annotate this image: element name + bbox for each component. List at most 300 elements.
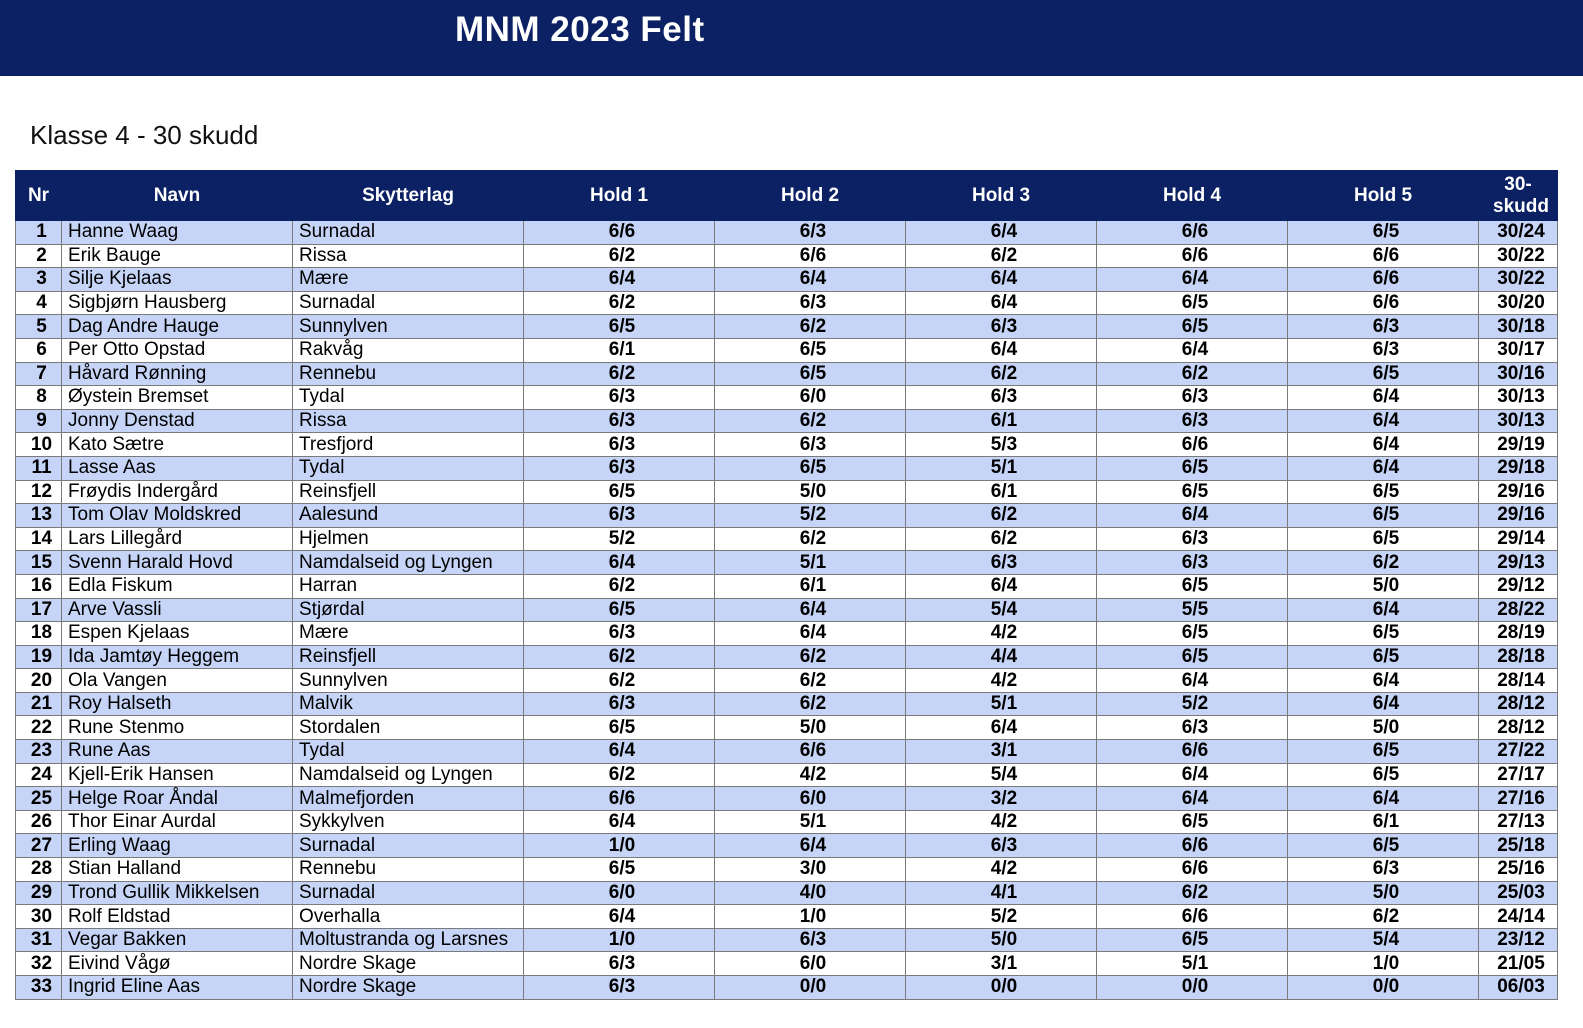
cell-total: 30/13 [1479,409,1558,433]
cell-total: 30/13 [1479,386,1558,410]
table-row [16,976,1558,1000]
cell-nr: 1 [16,221,62,245]
cell-navn: Edla Fiskum [62,574,293,598]
cell-nr: 4 [16,291,62,315]
cell-hold-5: 6/5 [1288,622,1479,646]
cell-hold-1: 6/3 [524,386,715,410]
table-row [16,645,1558,669]
cell-total: 27/16 [1479,787,1558,811]
cell-hold-5: 5/0 [1288,881,1479,905]
cell-navn: Lasse Aas [62,456,293,480]
cell-hold-5: 6/5 [1288,740,1479,764]
cell-hold-3: 3/1 [906,740,1097,764]
cell-hold-1: 6/5 [524,315,715,339]
cell-nr: 12 [16,480,62,504]
cell-total: 21/05 [1479,952,1558,976]
cell-hold-3: 4/2 [906,622,1097,646]
cell-hold-4: 6/6 [1097,433,1288,457]
cell-nr: 10 [16,433,62,457]
cell-hold-3: 4/2 [906,810,1097,834]
cell-hold-4: 6/5 [1097,480,1288,504]
cell-hold-4: 5/1 [1097,952,1288,976]
cell-total: 30/20 [1479,291,1558,315]
cell-hold-4: 6/5 [1097,456,1288,480]
column-header-hold-1: Hold 1 [524,171,715,221]
cell-hold-2: 6/2 [715,669,906,693]
cell-hold-3: 6/4 [906,221,1097,245]
cell-navn: Trond Gullik Mikkelsen [62,881,293,905]
cell-hold-3: 5/3 [906,433,1097,457]
cell-hold-2: 0/0 [715,976,906,1000]
cell-total: 29/12 [1479,574,1558,598]
cell-hold-4: 6/4 [1097,504,1288,528]
cell-hold-5: 6/6 [1288,244,1479,268]
cell-navn: Svenn Harald Hovd [62,551,293,575]
cell-hold-3: 5/4 [906,598,1097,622]
table-row [16,952,1558,976]
cell-hold-1: 1/0 [524,834,715,858]
cell-hold-5: 6/3 [1288,315,1479,339]
cell-hold-4: 6/5 [1097,291,1288,315]
cell-hold-1: 6/2 [524,244,715,268]
cell-navn: Dag Andre Hauge [62,315,293,339]
page-title: MNM 2023 Felt [455,10,705,49]
table-row [16,221,1558,245]
cell-hold-3: 5/0 [906,928,1097,952]
cell-hold-2: 6/3 [715,291,906,315]
cell-hold-5: 6/6 [1288,291,1479,315]
cell-hold-3: 5/2 [906,905,1097,929]
cell-nr: 21 [16,692,62,716]
cell-total: 30/24 [1479,221,1558,245]
column-header-hold-5: Hold 5 [1288,171,1479,221]
class-heading: Klasse 4 - 30 skudd [30,120,259,150]
cell-skytterlag: Mære [293,268,524,292]
table-row [16,551,1558,575]
table-row [16,480,1558,504]
table-row [16,291,1558,315]
cell-hold-5: 6/5 [1288,527,1479,551]
table-row [16,386,1558,410]
cell-hold-2: 6/2 [715,527,906,551]
cell-hold-1: 6/2 [524,362,715,386]
cell-navn: Frøydis Indergård [62,480,293,504]
cell-hold-3: 0/0 [906,976,1097,1000]
column-header-skytterlag: Skytterlag [293,171,524,221]
cell-hold-2: 6/5 [715,456,906,480]
table-row [16,315,1558,339]
cell-hold-4: 6/5 [1097,810,1288,834]
cell-hold-2: 5/1 [715,551,906,575]
cell-nr: 25 [16,787,62,811]
cell-total: 29/19 [1479,433,1558,457]
cell-nr: 23 [16,740,62,764]
cell-skytterlag: Tydal [293,386,524,410]
cell-hold-4: 6/6 [1097,905,1288,929]
cell-hold-2: 1/0 [715,905,906,929]
cell-hold-3: 6/2 [906,244,1097,268]
cell-skytterlag: Namdalseid og Lyngen [293,551,524,575]
cell-nr: 31 [16,928,62,952]
cell-navn: Per Otto Opstad [62,338,293,362]
cell-hold-1: 6/5 [524,598,715,622]
cell-nr: 33 [16,976,62,1000]
table-row [16,858,1558,882]
cell-skytterlag: Reinsfjell [293,645,524,669]
cell-skytterlag: Stjørdal [293,598,524,622]
cell-hold-2: 6/1 [715,574,906,598]
cell-hold-2: 6/0 [715,952,906,976]
cell-hold-3: 6/3 [906,386,1097,410]
cell-hold-1: 6/3 [524,952,715,976]
cell-hold-2: 6/2 [715,315,906,339]
cell-hold-2: 3/0 [715,858,906,882]
cell-hold-4: 6/6 [1097,740,1288,764]
cell-hold-5: 5/0 [1288,716,1479,740]
cell-hold-4: 6/3 [1097,409,1288,433]
cell-hold-1: 6/3 [524,504,715,528]
cell-skytterlag: Reinsfjell [293,480,524,504]
cell-nr: 9 [16,409,62,433]
cell-navn: Erik Bauge [62,244,293,268]
cell-navn: Thor Einar Aurdal [62,810,293,834]
cell-hold-3: 5/1 [906,692,1097,716]
table-row [16,622,1558,646]
table-row [16,716,1558,740]
cell-hold-5: 6/4 [1288,456,1479,480]
cell-hold-5: 6/2 [1288,905,1479,929]
cell-nr: 24 [16,763,62,787]
cell-total: 24/14 [1479,905,1558,929]
cell-hold-4: 5/2 [1097,692,1288,716]
cell-total: 30/17 [1479,338,1558,362]
cell-nr: 13 [16,504,62,528]
cell-nr: 27 [16,834,62,858]
cell-skytterlag: Tydal [293,456,524,480]
cell-total: 29/14 [1479,527,1558,551]
cell-hold-1: 6/4 [524,268,715,292]
cell-hold-2: 5/0 [715,480,906,504]
cell-hold-2: 6/2 [715,645,906,669]
cell-hold-2: 6/2 [715,409,906,433]
table-row [16,810,1558,834]
results-table [15,170,1558,1000]
cell-hold-5: 6/3 [1288,858,1479,882]
table-row [16,504,1558,528]
cell-nr: 32 [16,952,62,976]
cell-navn: Rune Aas [62,740,293,764]
cell-hold-2: 6/3 [715,928,906,952]
cell-hold-4: 6/5 [1097,622,1288,646]
cell-navn: Kjell-Erik Hansen [62,763,293,787]
cell-total: 30/18 [1479,315,1558,339]
cell-skytterlag: Tresfjord [293,433,524,457]
table-row [16,362,1558,386]
table-header-row [16,171,1558,221]
cell-skytterlag: Stordalen [293,716,524,740]
cell-navn: Tom Olav Moldskred [62,504,293,528]
cell-hold-3: 4/2 [906,669,1097,693]
cell-nr: 30 [16,905,62,929]
cell-hold-3: 6/3 [906,834,1097,858]
cell-nr: 22 [16,716,62,740]
cell-skytterlag: Surnadal [293,881,524,905]
cell-hold-5: 6/4 [1288,433,1479,457]
cell-hold-4: 6/3 [1097,716,1288,740]
cell-navn: Eivind Vågø [62,952,293,976]
cell-navn: Silje Kjelaas [62,268,293,292]
cell-hold-2: 6/2 [715,692,906,716]
cell-hold-1: 6/2 [524,645,715,669]
cell-hold-3: 6/4 [906,574,1097,598]
cell-navn: Håvard Rønning [62,362,293,386]
cell-hold-3: 3/1 [906,952,1097,976]
cell-hold-2: 6/5 [715,338,906,362]
cell-hold-5: 5/4 [1288,928,1479,952]
cell-skytterlag: Sunnylven [293,315,524,339]
cell-hold-3: 4/2 [906,858,1097,882]
table-row [16,928,1558,952]
cell-hold-4: 6/5 [1097,928,1288,952]
cell-total: 25/16 [1479,858,1558,882]
cell-total: 30/22 [1479,244,1558,268]
cell-skytterlag: Aalesund [293,504,524,528]
cell-navn: Kato Sætre [62,433,293,457]
table-row [16,409,1558,433]
cell-total: 25/03 [1479,881,1558,905]
cell-total: 27/13 [1479,810,1558,834]
cell-hold-5: 0/0 [1288,976,1479,1000]
cell-hold-5: 6/1 [1288,810,1479,834]
cell-hold-2: 6/4 [715,598,906,622]
cell-nr: 26 [16,810,62,834]
column-header-total: 30-skudd [1479,171,1558,221]
column-header-hold-2: Hold 2 [715,171,906,221]
cell-navn: Øystein Bremset [62,386,293,410]
cell-skytterlag: Overhalla [293,905,524,929]
cell-skytterlag: Surnadal [293,291,524,315]
cell-hold-1: 6/3 [524,456,715,480]
cell-hold-3: 6/4 [906,338,1097,362]
cell-hold-5: 6/5 [1288,504,1479,528]
page-banner [0,0,1583,76]
cell-navn: Hanne Waag [62,221,293,245]
cell-hold-5: 6/4 [1288,692,1479,716]
cell-skytterlag: Sykkylven [293,810,524,834]
cell-hold-3: 6/4 [906,291,1097,315]
cell-hold-4: 6/4 [1097,787,1288,811]
table-row [16,574,1558,598]
cell-hold-2: 6/5 [715,362,906,386]
cell-hold-4: 6/6 [1097,221,1288,245]
cell-total: 28/12 [1479,716,1558,740]
cell-skytterlag: Rissa [293,409,524,433]
cell-hold-1: 6/3 [524,409,715,433]
table-row [16,881,1558,905]
cell-hold-4: 6/6 [1097,244,1288,268]
table-row [16,692,1558,716]
cell-hold-2: 6/4 [715,268,906,292]
cell-navn: Rune Stenmo [62,716,293,740]
cell-hold-5: 6/5 [1288,645,1479,669]
cell-hold-4: 6/3 [1097,527,1288,551]
cell-hold-3: 5/4 [906,763,1097,787]
cell-nr: 14 [16,527,62,551]
cell-navn: Ola Vangen [62,669,293,693]
table-row [16,456,1558,480]
cell-hold-4: 6/5 [1097,315,1288,339]
cell-hold-1: 6/4 [524,810,715,834]
cell-nr: 5 [16,315,62,339]
table-row [16,244,1558,268]
table-row [16,740,1558,764]
cell-hold-3: 4/1 [906,881,1097,905]
cell-nr: 8 [16,386,62,410]
table-row [16,338,1558,362]
cell-hold-2: 6/4 [715,834,906,858]
cell-nr: 7 [16,362,62,386]
cell-navn: Sigbjørn Hausberg [62,291,293,315]
cell-nr: 16 [16,574,62,598]
cell-hold-5: 6/2 [1288,551,1479,575]
cell-hold-4: 5/5 [1097,598,1288,622]
cell-hold-2: 6/3 [715,433,906,457]
cell-nr: 18 [16,622,62,646]
cell-hold-1: 6/4 [524,740,715,764]
cell-hold-1: 6/6 [524,221,715,245]
cell-hold-5: 1/0 [1288,952,1479,976]
cell-hold-4: 6/4 [1097,669,1288,693]
cell-hold-4: 6/4 [1097,763,1288,787]
cell-nr: 29 [16,881,62,905]
cell-hold-1: 6/4 [524,905,715,929]
cell-hold-2: 6/6 [715,740,906,764]
cell-hold-1: 6/2 [524,763,715,787]
cell-hold-3: 6/2 [906,504,1097,528]
cell-hold-3: 6/3 [906,551,1097,575]
cell-hold-2: 6/0 [715,787,906,811]
cell-navn: Vegar Bakken [62,928,293,952]
cell-nr: 20 [16,669,62,693]
cell-hold-5: 6/5 [1288,834,1479,858]
cell-nr: 2 [16,244,62,268]
cell-skytterlag: Malmefjorden [293,787,524,811]
cell-hold-1: 6/2 [524,574,715,598]
cell-hold-3: 6/2 [906,362,1097,386]
cell-total: 29/16 [1479,504,1558,528]
cell-hold-1: 1/0 [524,928,715,952]
cell-hold-5: 6/4 [1288,598,1479,622]
cell-skytterlag: Mære [293,622,524,646]
cell-total: 28/14 [1479,669,1558,693]
table-row [16,669,1558,693]
cell-skytterlag: Nordre Skage [293,976,524,1000]
cell-hold-5: 6/5 [1288,763,1479,787]
cell-total: 28/19 [1479,622,1558,646]
cell-hold-3: 6/3 [906,315,1097,339]
cell-hold-2: 5/0 [715,716,906,740]
cell-total: 28/18 [1479,645,1558,669]
cell-navn: Erling Waag [62,834,293,858]
table-row [16,763,1558,787]
cell-nr: 28 [16,858,62,882]
cell-skytterlag: Rennebu [293,858,524,882]
cell-hold-2: 5/1 [715,810,906,834]
cell-hold-5: 5/0 [1288,574,1479,598]
cell-hold-5: 6/3 [1288,338,1479,362]
cell-hold-5: 6/4 [1288,669,1479,693]
cell-hold-2: 4/0 [715,881,906,905]
table-row [16,787,1558,811]
cell-hold-1: 6/5 [524,480,715,504]
column-header-hold-3: Hold 3 [906,171,1097,221]
table-row [16,834,1558,858]
cell-total: 30/16 [1479,362,1558,386]
cell-hold-4: 6/4 [1097,338,1288,362]
cell-hold-5: 6/5 [1288,221,1479,245]
cell-skytterlag: Rissa [293,244,524,268]
cell-skytterlag: Rakvåg [293,338,524,362]
cell-skytterlag: Harran [293,574,524,598]
cell-total: 27/17 [1479,763,1558,787]
cell-skytterlag: Surnadal [293,834,524,858]
cell-hold-1: 6/0 [524,881,715,905]
cell-hold-5: 6/5 [1288,362,1479,386]
column-header-nr: Nr [16,171,62,221]
cell-nr: 6 [16,338,62,362]
cell-total: 29/18 [1479,456,1558,480]
cell-navn: Ingrid Eline Aas [62,976,293,1000]
cell-navn: Roy Halseth [62,692,293,716]
cell-nr: 11 [16,456,62,480]
table-row [16,527,1558,551]
cell-skytterlag: Rennebu [293,362,524,386]
cell-total: 06/03 [1479,976,1558,1000]
cell-hold-4: 6/5 [1097,645,1288,669]
cell-hold-1: 5/2 [524,527,715,551]
cell-nr: 19 [16,645,62,669]
column-header-navn: Navn [62,171,293,221]
cell-hold-3: 3/2 [906,787,1097,811]
cell-hold-3: 6/1 [906,480,1097,504]
cell-hold-1: 6/5 [524,716,715,740]
cell-hold-3: 6/4 [906,716,1097,740]
cell-skytterlag: Hjelmen [293,527,524,551]
cell-skytterlag: Surnadal [293,221,524,245]
cell-hold-4: 6/2 [1097,881,1288,905]
cell-skytterlag: Malvik [293,692,524,716]
table-row [16,268,1558,292]
table-row [16,433,1558,457]
cell-hold-4: 6/5 [1097,574,1288,598]
cell-total: 23/12 [1479,928,1558,952]
cell-total: 29/13 [1479,551,1558,575]
cell-skytterlag: Sunnylven [293,669,524,693]
cell-hold-1: 6/5 [524,858,715,882]
cell-hold-4: 0/0 [1097,976,1288,1000]
table-row [16,598,1558,622]
cell-navn: Helge Roar Åndal [62,787,293,811]
cell-total: 27/22 [1479,740,1558,764]
cell-navn: Rolf Eldstad [62,905,293,929]
cell-hold-2: 6/4 [715,622,906,646]
cell-navn: Lars Lillegård [62,527,293,551]
cell-hold-1: 6/2 [524,669,715,693]
cell-hold-5: 6/4 [1288,386,1479,410]
cell-total: 25/18 [1479,834,1558,858]
cell-hold-5: 6/4 [1288,787,1479,811]
cell-navn: Jonny Denstad [62,409,293,433]
